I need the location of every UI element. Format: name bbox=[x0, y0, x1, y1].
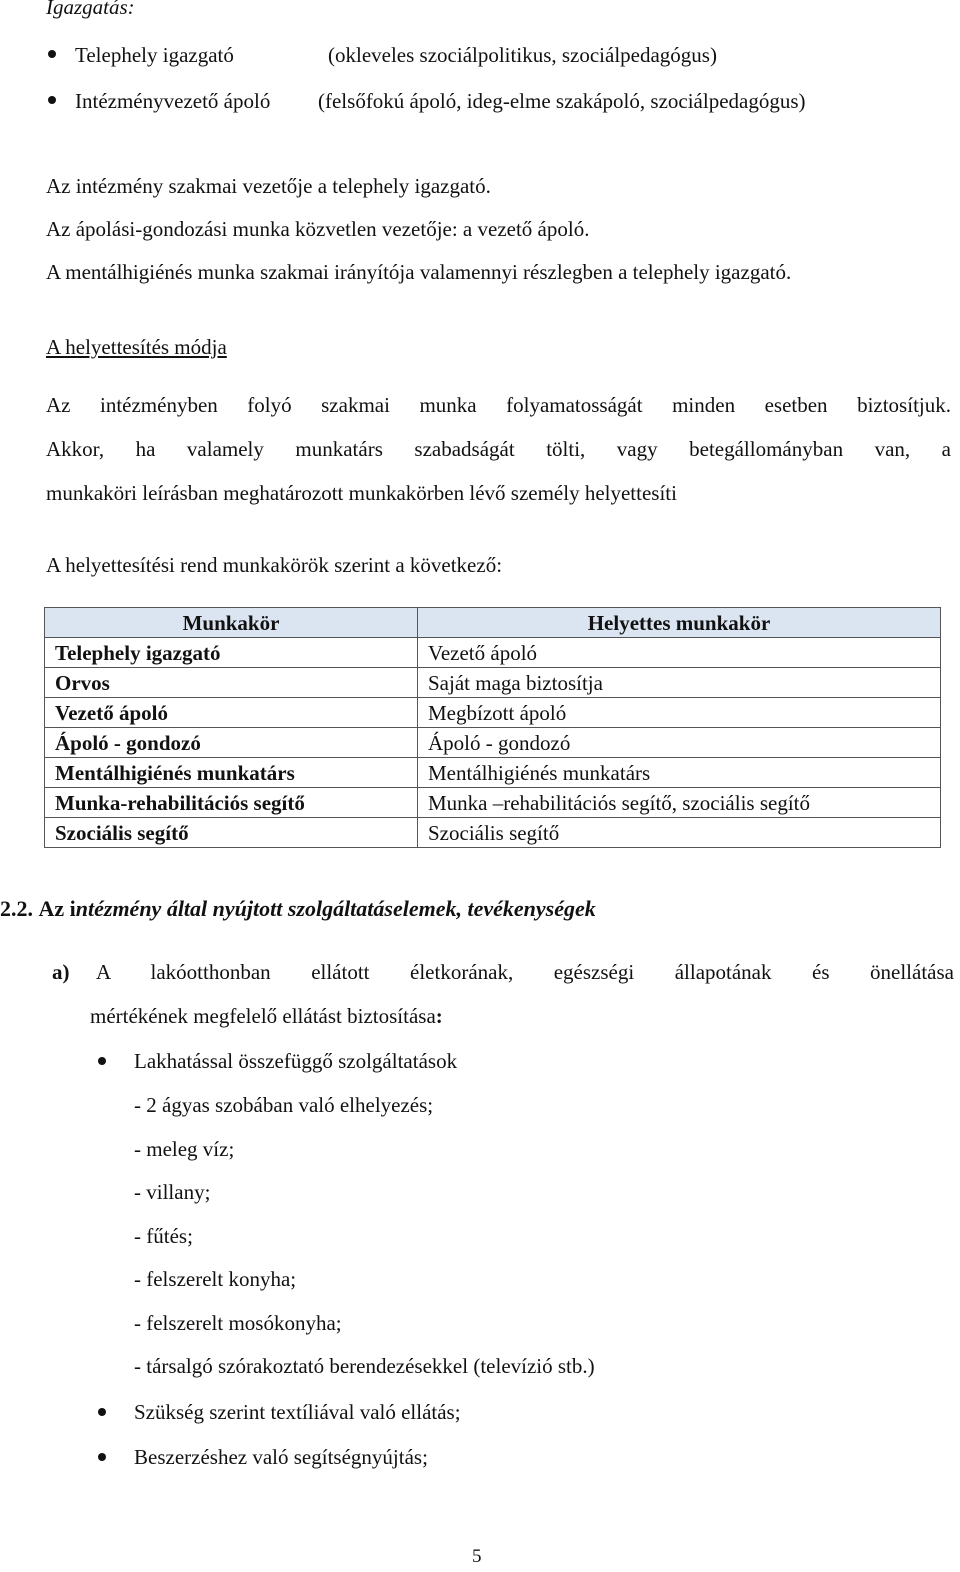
table-cell-substitute: Szociális segítő bbox=[418, 818, 941, 848]
housing-item: - 2 ágyas szobában való elhelyezés; bbox=[134, 1093, 434, 1117]
section-title bbox=[0, 895, 596, 923]
table-row bbox=[45, 818, 941, 848]
bullet-icon bbox=[48, 96, 56, 104]
role-label: Telephely igazgató bbox=[75, 43, 234, 67]
table-header-row bbox=[45, 608, 941, 638]
table-cell-substitute: Saját maga biztosítja bbox=[418, 668, 941, 698]
service-item: Szükség szerint textíliával való ellátás; bbox=[134, 1400, 461, 1424]
item-a-line: A lakóotthonban ellátott életkorának, egészségi állapotának és önellátása bbox=[96, 960, 954, 984]
housing-heading: Lakhatással összefüggő szolgáltatások bbox=[134, 1049, 458, 1073]
bullet-icon bbox=[48, 50, 56, 58]
table-cell-substitute: Megbízott ápoló bbox=[418, 698, 941, 728]
page-number: 5 bbox=[472, 1546, 482, 1567]
table-row bbox=[45, 668, 941, 698]
section-title-rest: ntézmény által nyújtott szolgáltatáselemek, tevékenységek bbox=[75, 896, 596, 921]
table-cell-role: Munka-rehabilitációs segítő bbox=[45, 788, 418, 818]
table-header-cell: Munkakör bbox=[45, 608, 418, 638]
table-row bbox=[45, 698, 941, 728]
paragraph-line: Akkor, ha valamely munkatárs szabadságát tölti, vagy betegállományban van, a bbox=[46, 437, 951, 461]
service-item: Beszerzéshez való segítségnyújtás; bbox=[134, 1445, 428, 1469]
housing-item: - társalgó szórakoztató berendezésekkel (televízió stb.) bbox=[134, 1354, 595, 1378]
statement-line: Az ápolási-gondozási munka közvetlen vezetője: a vezető ápoló. bbox=[46, 217, 590, 241]
igazgatas-heading: Igazgatás: bbox=[46, 0, 135, 19]
bullet-icon bbox=[98, 1453, 106, 1461]
table-cell-substitute: Mentálhigiénés munkatárs bbox=[418, 758, 941, 788]
statement-line: Az intézmény szakmai vezetője a telephely igazgató. bbox=[46, 174, 491, 198]
item-a-label: a) bbox=[52, 960, 70, 984]
role-qualification: (felsőfokú ápoló, ideg-elme szakápoló, szociálpedagógus) bbox=[318, 89, 806, 113]
housing-item: - meleg víz; bbox=[134, 1137, 235, 1161]
bullet-icon bbox=[98, 1057, 106, 1065]
table-cell-role: Ápoló - gondozó bbox=[45, 728, 418, 758]
paragraph-line: Az intézményben folyó szakmai munka folyamatosságát minden esetben biztosítjuk. bbox=[46, 393, 951, 417]
item-a-line bbox=[90, 1003, 443, 1029]
item-a-line2-text: mértékének megfelelő ellátást biztosítása bbox=[90, 1004, 436, 1028]
table-cell-role: Mentálhigiénés munkatárs bbox=[45, 758, 418, 788]
item-a-colon: : bbox=[435, 1004, 443, 1028]
table-row bbox=[45, 758, 941, 788]
table-cell-substitute: Ápoló - gondozó bbox=[418, 728, 941, 758]
section-number: 2.2. bbox=[0, 896, 33, 921]
role-qualification: (okleveles szociálpolitikus, szociálpedagógus) bbox=[328, 43, 717, 67]
table-row bbox=[45, 638, 941, 668]
order-intro: A helyettesítési rend munkakörök szerint a következő: bbox=[46, 553, 503, 577]
housing-item: - felszerelt mosókonyha; bbox=[134, 1311, 342, 1335]
section-title-start: Az i bbox=[38, 896, 76, 921]
housing-item: - felszerelt konyha; bbox=[134, 1267, 297, 1291]
table-cell-substitute: Vezető ápoló bbox=[418, 638, 941, 668]
bullet-icon bbox=[98, 1408, 106, 1416]
table-cell-role: Vezető ápoló bbox=[45, 698, 418, 728]
helyettesites-heading: A helyettesítés módja bbox=[46, 335, 227, 359]
housing-item: - fűtés; bbox=[134, 1224, 193, 1248]
table-header-cell: Helyettes munkakör bbox=[418, 608, 941, 638]
table-row bbox=[45, 788, 941, 818]
table-cell-role: Szociális segítő bbox=[45, 818, 418, 848]
table-cell-role: Telephely igazgató bbox=[45, 638, 418, 668]
paragraph-line: munkaköri leírásban meghatározott munkakörben lévő személy helyettesíti bbox=[46, 481, 677, 505]
role-label: Intézményvezető ápoló bbox=[75, 89, 271, 113]
table-cell-substitute: Munka –rehabilitációs segítő, szociális segítő bbox=[418, 788, 941, 818]
housing-item: - villany; bbox=[134, 1180, 211, 1204]
statement-line: A mentálhigiénés munka szakmai irányítója valamennyi részlegben a telephely igazgató. bbox=[46, 260, 792, 284]
table-row bbox=[45, 728, 941, 758]
table-cell-role: Orvos bbox=[45, 668, 418, 698]
substitution-table bbox=[44, 607, 941, 848]
